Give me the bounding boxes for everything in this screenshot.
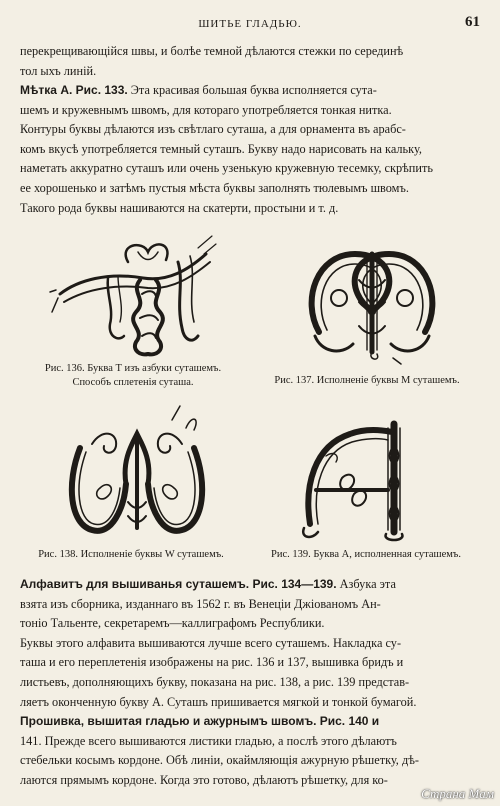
figure-139-letter-a xyxy=(296,416,424,544)
text-line: листьевъ, дополняющихъ букву, показана на рис. 138, а рис. 139 представ- xyxy=(20,674,410,689)
section-heading: Прошивка, вышитая гладью и ажурнымъ швомъ. Рис. 140 и xyxy=(20,714,380,729)
text-line: перекрещивающійся швы, и болѣе темной дѣлаются стежки по серединѣ xyxy=(20,44,404,58)
text-line: ее хорошенько и затѣмъ пустыя мѣста буквы заполнять тюлевымъ швомъ. xyxy=(20,180,409,195)
section-heading: Алфавитъ для вышиванья суташемъ. Рис. 134—139. xyxy=(20,577,337,591)
caption-fig-136 xyxy=(18,362,248,390)
text-line: тоніо Тальенте, секретаремъ—каллиграфомъ Республики. xyxy=(20,616,325,631)
paragraph-metka-a xyxy=(20,81,482,218)
text-line: лаются прямымъ кордоне. Когда это готово, дѣлаютъ рѣшетку, для ко- xyxy=(20,772,388,787)
caption-line: Способъ сплетенія суташа. xyxy=(72,377,194,388)
text-run: Азбука эта xyxy=(336,577,396,591)
text-line: 141. Прежде всего вышиваются листики гладью, а послѣ этого дѣлаютъ xyxy=(20,733,397,748)
text-line: наметать аккуратно суташъ или очень узенькую кружевную тесемку, скрѣпить xyxy=(20,161,433,176)
paragraph-continuation xyxy=(20,42,482,81)
letter-t-illustration xyxy=(48,232,218,360)
text-line: шемъ и кружевнымъ швомъ, для котораго употребляется тонкая нитка. xyxy=(20,102,392,117)
text-line: взята изъ сборника, изданнаго въ 1562 г. въ Венеціи Джіованомъ Ан- xyxy=(20,596,381,611)
text-line: Буквы этого алфавита вышиваются лучше всего суташемъ. Накладка су- xyxy=(20,635,402,650)
figure-137-letter-m xyxy=(297,240,447,368)
page-header xyxy=(0,14,500,34)
letter-m-illustration xyxy=(297,240,447,368)
letter-w-illustration xyxy=(62,404,212,542)
caption-fig-138: Рис. 138. Исполненіе буквы W суташемъ. xyxy=(38,549,224,560)
text-line: Такого рода буквы нашиваются на скатерти, простыни и т. д. xyxy=(20,200,339,215)
watermark: Страна Мам xyxy=(421,786,494,801)
text-run: Эта красивая большая буква исполняется сута- xyxy=(127,83,377,97)
caption-line: Рис. 136. Буква Т изъ азбуки суташемъ. xyxy=(44,363,222,374)
text-line: комъ вкусѣ употребляется темный суташъ. Букву надо нарисовать на кальку, xyxy=(20,141,422,156)
running-head: ШИТЬЕ ГЛАДЬЮ. xyxy=(198,18,302,30)
text-line: ляетъ оконченную букву А. Суташъ пришивается мягкой и тонкой бумагой. xyxy=(20,694,417,709)
text-line: таша и его переплетенія изображены на рис. 136 и 137, вышивка бридъ и xyxy=(20,655,404,670)
page-number: 61 xyxy=(465,14,480,30)
section-heading: Мѣтка А. Рис. 133. xyxy=(20,83,128,97)
caption-fig-137: Рис. 137. Исполненіе буквы М суташемъ. xyxy=(274,375,460,386)
text-line xyxy=(20,81,482,101)
text-line xyxy=(20,575,482,595)
text-line: стебельки косымъ кордоне. Обѣ линіи, окаймляющія ажурную рѣшетку, дѣ- xyxy=(20,753,419,768)
paragraph-alphabet xyxy=(20,575,482,791)
letter-a-illustration xyxy=(296,416,424,544)
text-line: Контуры буквы дѣлаются изъ свѣтлаго суташа, а для орнамента въ арабс- xyxy=(20,122,406,137)
figure-138-letter-w xyxy=(62,404,212,542)
caption-fig-139: Рис. 139. Буква А, исполненная суташемъ. xyxy=(271,549,461,560)
figure-136-letter-t xyxy=(48,232,218,360)
text-line xyxy=(20,712,482,732)
text-line: тол ыхъ линій. xyxy=(20,63,97,78)
